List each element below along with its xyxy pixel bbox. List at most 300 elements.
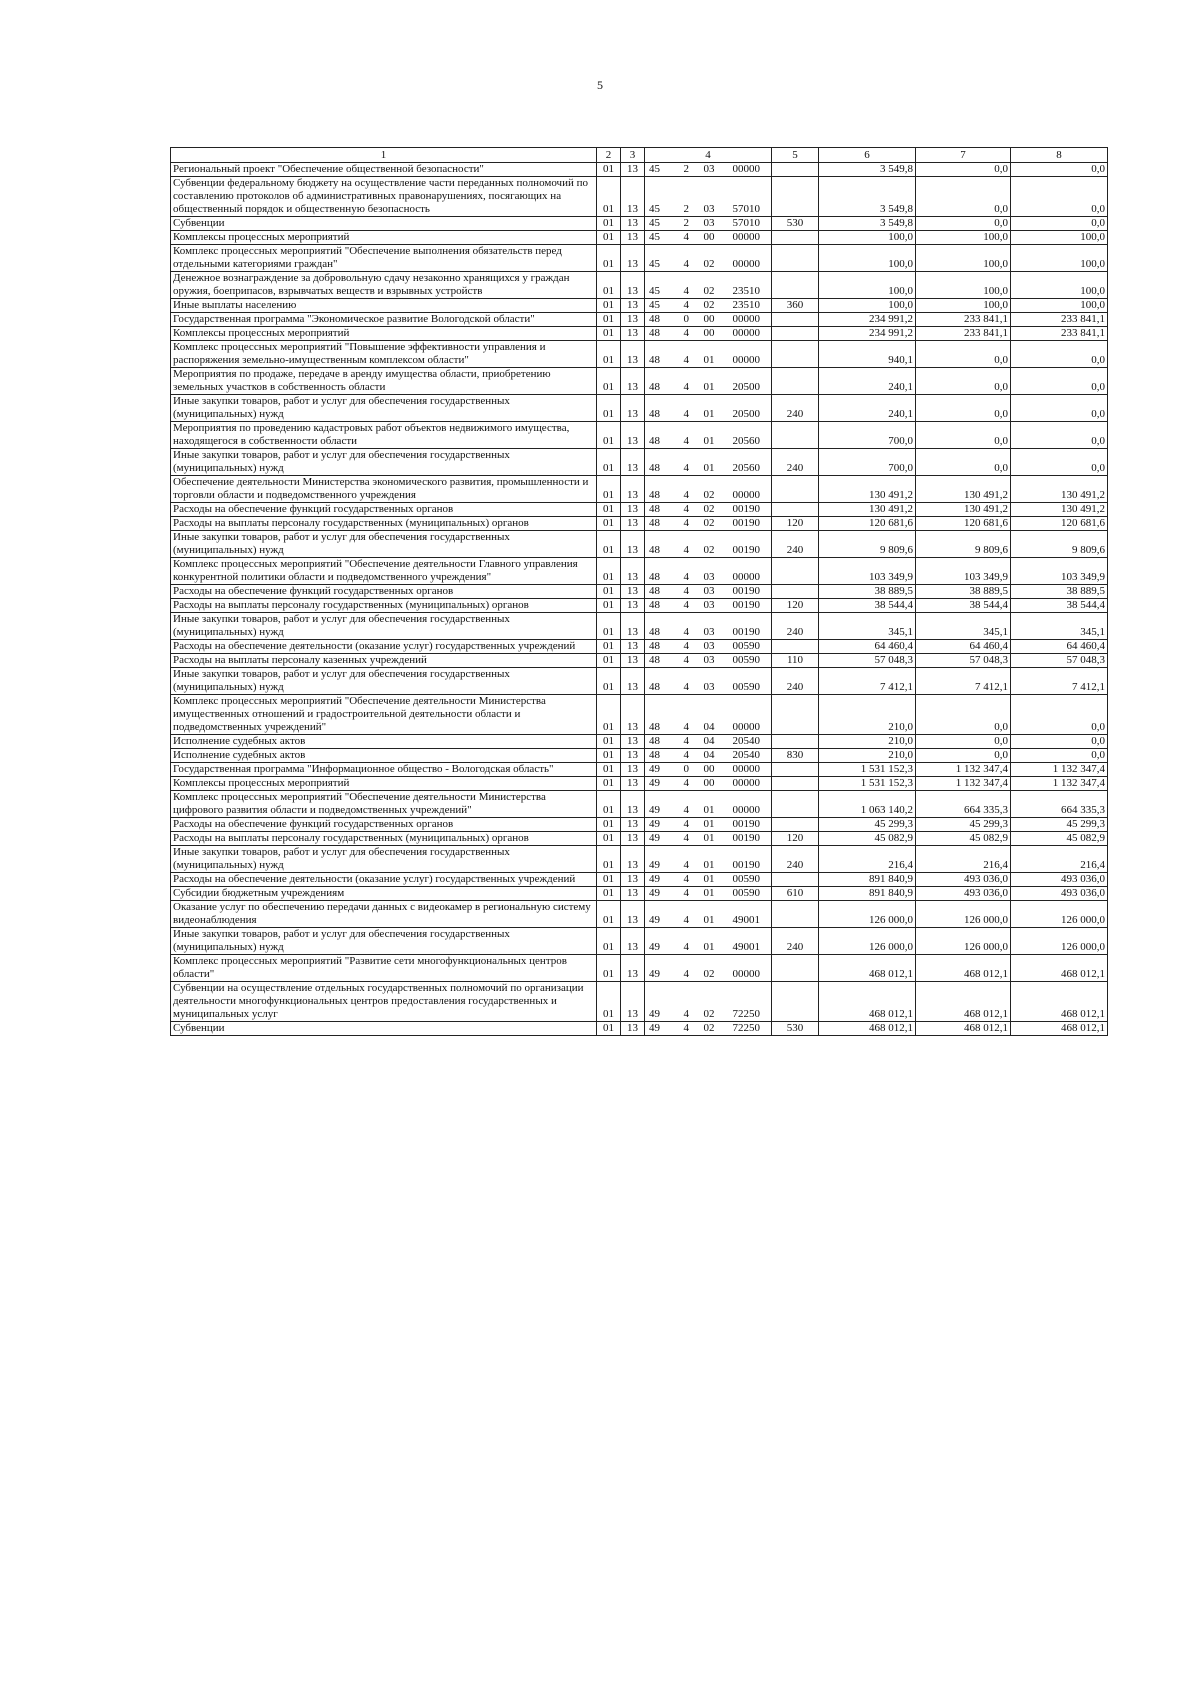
row-value-col7: 493 036,0 xyxy=(916,873,1011,887)
program-code-part: 48 xyxy=(649,735,660,747)
row-value-col8: 130 491,2 xyxy=(1011,503,1108,517)
row-value-col8: 120 681,6 xyxy=(1011,517,1108,531)
row-value-col7: 1 132 347,4 xyxy=(916,777,1011,791)
row-code-col3: 13 xyxy=(621,928,645,955)
row-value-col7: 100,0 xyxy=(916,231,1011,245)
row-code-col2: 01 xyxy=(597,341,621,368)
row-program-code xyxy=(645,695,772,735)
program-code-part: 4 xyxy=(683,327,689,339)
table-row xyxy=(171,531,1108,558)
column-header: 1 xyxy=(171,148,597,163)
program-code-part: 4 xyxy=(683,873,689,885)
program-code-part: 00590 xyxy=(732,873,760,885)
row-code-col2: 01 xyxy=(597,231,621,245)
row-value-col6: 126 000,0 xyxy=(819,901,916,928)
program-code-part: 0 xyxy=(683,313,689,325)
row-expense-type: 240 xyxy=(772,846,819,873)
row-expense-type xyxy=(772,558,819,585)
row-program-code xyxy=(645,313,772,327)
table-row xyxy=(171,887,1108,901)
program-code-part: 00 xyxy=(703,231,715,243)
row-name: Региональный проект "Обеспечение общественной безопасности" xyxy=(171,163,597,177)
row-program-code xyxy=(645,517,772,531)
row-value-col6: 891 840,9 xyxy=(819,887,916,901)
row-code-col3: 13 xyxy=(621,531,645,558)
row-code-col3: 13 xyxy=(621,163,645,177)
table-row xyxy=(171,640,1108,654)
row-code-col3: 13 xyxy=(621,272,645,299)
row-value-col8: 126 000,0 xyxy=(1011,928,1108,955)
row-value-col6: 234 991,2 xyxy=(819,313,916,327)
program-code-part: 01 xyxy=(703,435,715,447)
row-name: Комплекс процессных мероприятий "Обеспечение выполнения обязательств перед отдельными категориями граждан" xyxy=(171,245,597,272)
row-expense-type: 530 xyxy=(772,1022,819,1036)
row-name: Иные закупки товаров, работ и услуг для обеспечения государственных (муниципальных) нужд xyxy=(171,531,597,558)
row-code-col3: 13 xyxy=(621,299,645,313)
program-code-part: 00000 xyxy=(732,258,760,270)
table-header-row xyxy=(171,148,1108,163)
row-value-col8: 345,1 xyxy=(1011,613,1108,640)
row-value-col6: 64 460,4 xyxy=(819,640,916,654)
row-name: Расходы на выплаты персоналу государственных (муниципальных) органов xyxy=(171,599,597,613)
row-code-col3: 13 xyxy=(621,503,645,517)
program-code-part: 48 xyxy=(649,517,660,529)
table-row xyxy=(171,163,1108,177)
program-code-part: 03 xyxy=(703,640,715,652)
column-header: 4 xyxy=(645,148,772,163)
program-code-part: 4 xyxy=(683,681,689,693)
column-header: 3 xyxy=(621,148,645,163)
row-program-code xyxy=(645,832,772,846)
row-expense-type xyxy=(772,763,819,777)
program-code-part: 02 xyxy=(703,503,715,515)
program-code-part: 49001 xyxy=(732,914,760,926)
program-code-part: 03 xyxy=(703,626,715,638)
row-value-col8: 45 299,3 xyxy=(1011,818,1108,832)
program-code-part: 72250 xyxy=(732,1022,760,1034)
row-program-code xyxy=(645,585,772,599)
row-value-col8: 7 412,1 xyxy=(1011,668,1108,695)
row-value-col7: 0,0 xyxy=(916,695,1011,735)
row-program-code xyxy=(645,901,772,928)
program-code-part: 00190 xyxy=(732,626,760,638)
program-code-part: 01 xyxy=(703,887,715,899)
program-code-part: 4 xyxy=(683,914,689,926)
program-code-part: 02 xyxy=(703,517,715,529)
program-code-part: 4 xyxy=(683,941,689,953)
row-value-col7: 0,0 xyxy=(916,341,1011,368)
row-code-col2: 01 xyxy=(597,395,621,422)
program-code-part: 00590 xyxy=(732,640,760,652)
row-expense-type: 530 xyxy=(772,217,819,231)
row-value-col7: 0,0 xyxy=(916,395,1011,422)
row-name: Расходы на обеспечение функций государственных органов xyxy=(171,818,597,832)
row-value-col6: 130 491,2 xyxy=(819,503,916,517)
row-code-col3: 13 xyxy=(621,585,645,599)
row-value-col8: 0,0 xyxy=(1011,422,1108,449)
row-value-col8: 0,0 xyxy=(1011,695,1108,735)
row-value-col6: 940,1 xyxy=(819,341,916,368)
row-value-col6: 3 549,8 xyxy=(819,177,916,217)
table-row xyxy=(171,422,1108,449)
table-row xyxy=(171,313,1108,327)
program-code-part: 01 xyxy=(703,941,715,953)
row-code-col2: 01 xyxy=(597,818,621,832)
program-code-part: 4 xyxy=(683,804,689,816)
row-name: Комплексы процессных мероприятий xyxy=(171,777,597,791)
row-code-col2: 01 xyxy=(597,177,621,217)
program-code-part: 45 xyxy=(649,217,660,229)
budget-table xyxy=(170,147,1108,1036)
row-expense-type xyxy=(772,368,819,395)
program-code-part: 48 xyxy=(649,462,660,474)
program-code-part: 20560 xyxy=(732,435,760,447)
program-code-part: 00 xyxy=(703,777,715,789)
row-value-col7: 0,0 xyxy=(916,449,1011,476)
row-code-col3: 13 xyxy=(621,217,645,231)
table-row xyxy=(171,955,1108,982)
row-program-code xyxy=(645,299,772,313)
row-value-col7: 0,0 xyxy=(916,217,1011,231)
row-expense-type: 830 xyxy=(772,749,819,763)
program-code-part: 4 xyxy=(683,818,689,830)
program-code-part: 20500 xyxy=(732,381,760,393)
table-row xyxy=(171,1022,1108,1036)
program-code-part: 2 xyxy=(683,203,689,215)
row-value-col6: 45 082,9 xyxy=(819,832,916,846)
row-value-col7: 57 048,3 xyxy=(916,654,1011,668)
program-code-part: 48 xyxy=(649,626,660,638)
program-code-part: 48 xyxy=(649,408,660,420)
program-code-part: 48 xyxy=(649,313,660,325)
row-value-col7: 64 460,4 xyxy=(916,640,1011,654)
row-expense-type xyxy=(772,327,819,341)
table-row xyxy=(171,654,1108,668)
row-name: Расходы на обеспечение деятельности (оказание услуг) государственных учреждений xyxy=(171,640,597,654)
program-code-part: 4 xyxy=(683,640,689,652)
row-code-col3: 13 xyxy=(621,327,645,341)
row-expense-type: 240 xyxy=(772,449,819,476)
row-code-col3: 13 xyxy=(621,599,645,613)
row-expense-type: 120 xyxy=(772,832,819,846)
table-row xyxy=(171,599,1108,613)
row-code-col2: 01 xyxy=(597,1022,621,1036)
row-code-col2: 01 xyxy=(597,599,621,613)
row-value-col8: 0,0 xyxy=(1011,749,1108,763)
program-code-part: 48 xyxy=(649,381,660,393)
program-code-part: 4 xyxy=(683,1008,689,1020)
row-expense-type xyxy=(772,982,819,1022)
program-code-part: 20560 xyxy=(732,462,760,474)
row-value-col6: 100,0 xyxy=(819,272,916,299)
table-row xyxy=(171,395,1108,422)
row-expense-type xyxy=(772,955,819,982)
program-code-part: 20540 xyxy=(732,735,760,747)
row-value-col8: 9 809,6 xyxy=(1011,531,1108,558)
row-program-code xyxy=(645,873,772,887)
row-code-col2: 01 xyxy=(597,735,621,749)
row-code-col2: 01 xyxy=(597,327,621,341)
table-row xyxy=(171,177,1108,217)
row-name: Иные закупки товаров, работ и услуг для обеспечения государственных (муниципальных) нужд xyxy=(171,928,597,955)
program-code-part: 49 xyxy=(649,968,660,980)
row-code-col3: 13 xyxy=(621,873,645,887)
row-code-col3: 13 xyxy=(621,449,645,476)
program-code-part: 02 xyxy=(703,258,715,270)
program-code-part: 4 xyxy=(683,749,689,761)
row-expense-type xyxy=(772,901,819,928)
row-value-col7: 130 491,2 xyxy=(916,476,1011,503)
row-code-col3: 13 xyxy=(621,695,645,735)
row-value-col8: 468 012,1 xyxy=(1011,1022,1108,1036)
program-code-part: 48 xyxy=(649,585,660,597)
row-code-col2: 01 xyxy=(597,901,621,928)
row-value-col6: 3 549,8 xyxy=(819,163,916,177)
row-expense-type xyxy=(772,503,819,517)
row-code-col2: 01 xyxy=(597,928,621,955)
row-expense-type xyxy=(772,177,819,217)
row-name: Субвенции xyxy=(171,1022,597,1036)
program-code-part: 04 xyxy=(703,721,715,733)
row-value-col8: 1 132 347,4 xyxy=(1011,763,1108,777)
program-code-part: 49 xyxy=(649,941,660,953)
row-value-col6: 38 544,4 xyxy=(819,599,916,613)
table-row xyxy=(171,245,1108,272)
row-expense-type: 240 xyxy=(772,395,819,422)
row-program-code xyxy=(645,422,772,449)
row-value-col7: 664 335,3 xyxy=(916,791,1011,818)
row-name: Расходы на выплаты персоналу государственных (муниципальных) органов xyxy=(171,517,597,531)
column-header: 7 xyxy=(916,148,1011,163)
program-code-part: 72250 xyxy=(732,1008,760,1020)
row-expense-type: 240 xyxy=(772,668,819,695)
program-code-part: 4 xyxy=(683,832,689,844)
row-name: Субвенции xyxy=(171,217,597,231)
program-code-part: 00000 xyxy=(732,968,760,980)
program-code-part: 2 xyxy=(683,217,689,229)
row-value-col6: 100,0 xyxy=(819,231,916,245)
program-code-part: 02 xyxy=(703,299,715,311)
program-code-part: 01 xyxy=(703,381,715,393)
program-code-part: 03 xyxy=(703,203,715,215)
row-name: Иные закупки товаров, работ и услуг для обеспечения государственных (муниципальных) нужд xyxy=(171,668,597,695)
row-value-col6: 1 063 140,2 xyxy=(819,791,916,818)
row-name: Исполнение судебных актов xyxy=(171,749,597,763)
table-row xyxy=(171,231,1108,245)
program-code-part: 4 xyxy=(683,489,689,501)
program-code-part: 4 xyxy=(683,654,689,666)
program-code-part: 2 xyxy=(683,163,689,175)
row-code-col2: 01 xyxy=(597,613,621,640)
program-code-part: 48 xyxy=(649,354,660,366)
row-value-col8: 100,0 xyxy=(1011,272,1108,299)
row-program-code xyxy=(645,231,772,245)
row-value-col8: 0,0 xyxy=(1011,341,1108,368)
row-value-col7: 216,4 xyxy=(916,846,1011,873)
row-code-col2: 01 xyxy=(597,368,621,395)
row-value-col8: 233 841,1 xyxy=(1011,327,1108,341)
row-value-col8: 664 335,3 xyxy=(1011,791,1108,818)
program-code-part: 20540 xyxy=(732,749,760,761)
program-code-part: 4 xyxy=(683,585,689,597)
program-code-part: 23510 xyxy=(732,299,760,311)
program-code-part: 4 xyxy=(683,735,689,747)
program-code-part: 00000 xyxy=(732,804,760,816)
row-code-col3: 13 xyxy=(621,901,645,928)
program-code-part: 49001 xyxy=(732,941,760,953)
row-code-col3: 13 xyxy=(621,476,645,503)
row-expense-type xyxy=(772,163,819,177)
row-expense-type xyxy=(772,791,819,818)
row-value-col8: 216,4 xyxy=(1011,846,1108,873)
program-code-part: 00000 xyxy=(732,354,760,366)
row-name: Иные закупки товаров, работ и услуг для обеспечения государственных (муниципальных) нужд xyxy=(171,846,597,873)
column-header: 6 xyxy=(819,148,916,163)
row-name: Иные закупки товаров, работ и услуг для обеспечения государственных (муниципальных) нужд xyxy=(171,449,597,476)
program-code-part: 03 xyxy=(703,654,715,666)
row-value-col7: 100,0 xyxy=(916,245,1011,272)
program-code-part: 4 xyxy=(683,381,689,393)
page-number: 5 xyxy=(597,78,603,92)
program-code-part: 49 xyxy=(649,873,660,885)
row-value-col6: 100,0 xyxy=(819,299,916,313)
row-value-col6: 103 349,9 xyxy=(819,558,916,585)
row-value-col7: 1 132 347,4 xyxy=(916,763,1011,777)
column-header: 2 xyxy=(597,148,621,163)
row-code-col3: 13 xyxy=(621,749,645,763)
program-code-part: 49 xyxy=(649,804,660,816)
program-code-part: 00590 xyxy=(732,681,760,693)
row-code-col3: 13 xyxy=(621,846,645,873)
row-value-col6: 700,0 xyxy=(819,449,916,476)
table-row xyxy=(171,217,1108,231)
table-row xyxy=(171,299,1108,313)
row-value-col7: 468 012,1 xyxy=(916,955,1011,982)
row-code-col2: 01 xyxy=(597,695,621,735)
program-code-part: 4 xyxy=(683,721,689,733)
row-code-col3: 13 xyxy=(621,1022,645,1036)
program-code-part: 49 xyxy=(649,887,660,899)
table-row xyxy=(171,272,1108,299)
row-program-code xyxy=(645,955,772,982)
row-expense-type xyxy=(772,695,819,735)
row-name: Расходы на обеспечение функций государственных органов xyxy=(171,585,597,599)
row-code-col2: 01 xyxy=(597,791,621,818)
row-program-code xyxy=(645,928,772,955)
program-code-part: 01 xyxy=(703,859,715,871)
row-program-code xyxy=(645,272,772,299)
program-code-part: 45 xyxy=(649,299,660,311)
program-code-part: 4 xyxy=(683,968,689,980)
row-expense-type: 240 xyxy=(772,531,819,558)
program-code-part: 57010 xyxy=(732,217,760,229)
row-name: Мероприятия по продаже, передаче в аренду имущества области, приобретению земельных участков в собственность области xyxy=(171,368,597,395)
row-expense-type xyxy=(772,640,819,654)
row-program-code xyxy=(645,777,772,791)
row-value-col6: 240,1 xyxy=(819,395,916,422)
row-program-code xyxy=(645,531,772,558)
program-code-part: 00000 xyxy=(732,763,760,775)
row-name: Иные закупки товаров, работ и услуг для обеспечения государственных (муниципальных) нужд xyxy=(171,395,597,422)
row-code-col3: 13 xyxy=(621,640,645,654)
table-row xyxy=(171,476,1108,503)
table-row xyxy=(171,791,1108,818)
program-code-part: 48 xyxy=(649,503,660,515)
table-row xyxy=(171,695,1108,735)
row-code-col3: 13 xyxy=(621,887,645,901)
program-code-part: 00190 xyxy=(732,818,760,830)
row-code-col2: 01 xyxy=(597,668,621,695)
table-row xyxy=(171,763,1108,777)
program-code-part: 00190 xyxy=(732,503,760,515)
program-code-part: 48 xyxy=(649,654,660,666)
program-code-part: 49 xyxy=(649,914,660,926)
row-program-code xyxy=(645,177,772,217)
row-value-col7: 130 491,2 xyxy=(916,503,1011,517)
table-row xyxy=(171,832,1108,846)
row-value-col6: 240,1 xyxy=(819,368,916,395)
row-value-col7: 233 841,1 xyxy=(916,327,1011,341)
row-value-col8: 126 000,0 xyxy=(1011,901,1108,928)
program-code-part: 4 xyxy=(683,503,689,515)
row-program-code xyxy=(645,763,772,777)
row-code-col3: 13 xyxy=(621,818,645,832)
table-row xyxy=(171,982,1108,1022)
row-program-code xyxy=(645,791,772,818)
row-expense-type xyxy=(772,476,819,503)
program-code-part: 4 xyxy=(683,571,689,583)
row-code-col3: 13 xyxy=(621,422,645,449)
row-value-col7: 0,0 xyxy=(916,422,1011,449)
row-value-col7: 45 082,9 xyxy=(916,832,1011,846)
row-code-col3: 13 xyxy=(621,777,645,791)
row-value-col7: 38 889,5 xyxy=(916,585,1011,599)
program-code-part: 00000 xyxy=(732,163,760,175)
program-code-part: 48 xyxy=(649,544,660,556)
row-value-col7: 103 349,9 xyxy=(916,558,1011,585)
row-name: Иные выплаты населению xyxy=(171,299,597,313)
program-code-part: 49 xyxy=(649,777,660,789)
row-value-col6: 1 531 152,3 xyxy=(819,777,916,791)
table-row xyxy=(171,368,1108,395)
program-code-part: 00190 xyxy=(732,599,760,611)
row-expense-type xyxy=(772,777,819,791)
row-code-col2: 01 xyxy=(597,558,621,585)
program-code-part: 01 xyxy=(703,354,715,366)
row-program-code xyxy=(645,818,772,832)
program-code-part: 00000 xyxy=(732,489,760,501)
row-value-col6: 126 000,0 xyxy=(819,928,916,955)
row-value-col8: 468 012,1 xyxy=(1011,955,1108,982)
row-expense-type xyxy=(772,818,819,832)
row-code-col3: 13 xyxy=(621,763,645,777)
program-code-part: 4 xyxy=(683,462,689,474)
program-code-part: 02 xyxy=(703,489,715,501)
row-code-col2: 01 xyxy=(597,982,621,1022)
program-code-part: 01 xyxy=(703,408,715,420)
row-code-col3: 13 xyxy=(621,735,645,749)
program-code-part: 4 xyxy=(683,258,689,270)
row-code-col3: 13 xyxy=(621,668,645,695)
row-expense-type xyxy=(772,231,819,245)
row-value-col6: 891 840,9 xyxy=(819,873,916,887)
row-value-col8: 64 460,4 xyxy=(1011,640,1108,654)
program-code-part: 48 xyxy=(649,599,660,611)
row-value-col8: 468 012,1 xyxy=(1011,982,1108,1022)
row-code-col3: 13 xyxy=(621,177,645,217)
row-value-col8: 100,0 xyxy=(1011,245,1108,272)
program-code-part: 00 xyxy=(703,313,715,325)
